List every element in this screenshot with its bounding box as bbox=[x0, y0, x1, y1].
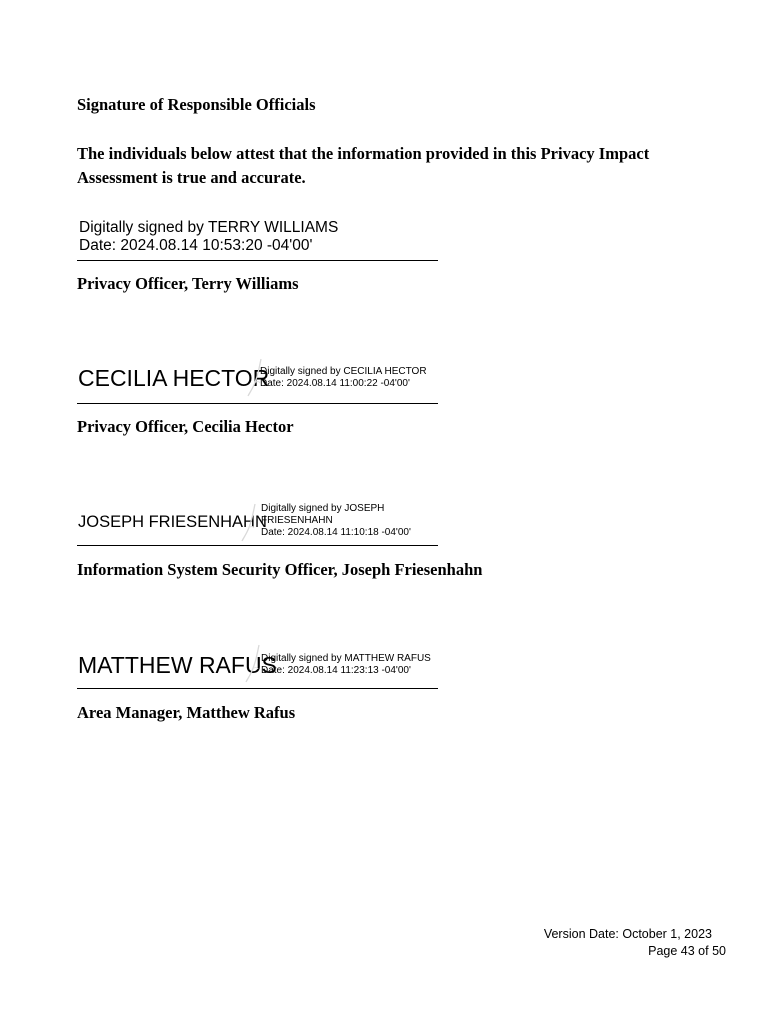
signer-name[interactable]: CECILIA HECTOR bbox=[78, 365, 270, 391]
stamp-date: Date: 2024.08.14 11:10:18 -04'00' bbox=[261, 527, 411, 538]
digital-signature-date: Date: 2024.08.14 10:53:20 -04'00' bbox=[79, 237, 313, 254]
signature-line bbox=[77, 260, 438, 261]
signature-block-cecilia-hector bbox=[77, 355, 438, 445]
attestation-statement: The individuals below attest that the information provided in this Privacy Impact Assessment is true and accurate. bbox=[77, 144, 650, 187]
stamp-date: Date: 2024.08.14 11:23:13 -04'00' bbox=[261, 665, 411, 676]
stamp-signed-by: Digitally signed by MATTHEW RAFUS bbox=[261, 653, 431, 664]
signer-name[interactable]: JOSEPH FRIESENHAHN bbox=[78, 513, 267, 531]
signer-role: Privacy Officer, Cecilia Hector bbox=[77, 417, 294, 436]
signature-block-terry-williams bbox=[77, 216, 438, 296]
signer-role: Privacy Officer, Terry Williams bbox=[77, 274, 299, 293]
footer-version-date: Version Date: October 1, 2023 bbox=[543, 927, 712, 941]
digital-signature-stamp[interactable] bbox=[260, 366, 427, 390]
signer-role: Information System Security Officer, Joseph Friesenhahn bbox=[77, 560, 483, 579]
signature-line bbox=[77, 688, 438, 689]
signature-block-matthew-rafus bbox=[77, 642, 438, 732]
digital-signature-stamp[interactable] bbox=[261, 503, 411, 539]
stamp-signed-by: Digitally signed by CECILIA HECTOR bbox=[260, 366, 427, 377]
stamp-signer: FRIESENHAHN bbox=[261, 515, 333, 526]
section-heading: Signature of Responsible Officials bbox=[77, 95, 316, 114]
stamp-signed-by: Digitally signed by JOSEPH bbox=[261, 503, 385, 514]
digital-signature-stamp[interactable] bbox=[261, 653, 431, 677]
signature-line bbox=[77, 403, 438, 404]
signature-line bbox=[77, 545, 438, 546]
signature-block-joseph-friesenhahn bbox=[77, 500, 483, 590]
digital-signature-line: Digitally signed by TERRY WILLIAMS bbox=[79, 219, 339, 236]
signer-name[interactable]: MATTHEW RAFUS bbox=[78, 652, 277, 678]
signature-stamp-icon bbox=[237, 502, 259, 542]
footer-page-number: Page 43 of 50 bbox=[648, 944, 726, 958]
signer-role: Area Manager, Matthew Rafus bbox=[77, 703, 296, 722]
stamp-date: Date: 2024.08.14 11:00:22 -04'00' bbox=[260, 378, 410, 389]
